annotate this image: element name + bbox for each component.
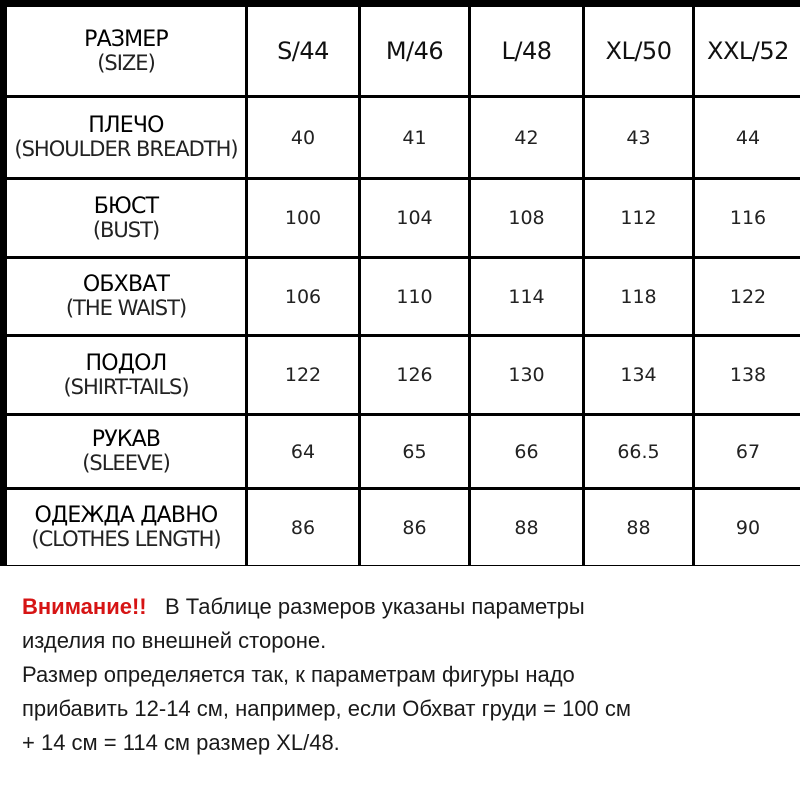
row-label-en: (SLEEVE) bbox=[82, 451, 170, 476]
measurement-cell: 100 bbox=[248, 180, 358, 256]
size-header-cell bbox=[7, 7, 245, 95]
size-column-header: XXL/52 bbox=[695, 7, 800, 95]
measurement-cell: 42 bbox=[471, 98, 582, 177]
row-label-shirt-tails bbox=[7, 337, 245, 413]
warning-label: Внимание!! bbox=[22, 594, 147, 619]
size-column-header: XL/50 bbox=[585, 7, 692, 95]
measurement-cell: 86 bbox=[361, 490, 468, 565]
row-label-en: (SHOULDER BREADTH) bbox=[14, 137, 238, 162]
size-label-ru: РАЗМЕР bbox=[84, 26, 168, 52]
size-column-header: S/44 bbox=[248, 7, 358, 95]
measurement-cell: 88 bbox=[585, 490, 692, 565]
size-label-en: (SIZE) bbox=[97, 50, 155, 75]
size-column-header: L/48 bbox=[471, 7, 582, 95]
size-grid bbox=[7, 7, 793, 560]
row-label-ru: ПОДОЛ bbox=[85, 350, 167, 376]
measurement-cell: 67 bbox=[695, 416, 800, 487]
row-label-ru: ОБХВАТ bbox=[82, 272, 170, 298]
row-label-en: (CLOTHES LENGTH) bbox=[31, 527, 221, 552]
measurement-cell: 44 bbox=[695, 98, 800, 177]
measurement-cell: 64 bbox=[248, 416, 358, 487]
measurement-cell: 86 bbox=[248, 490, 358, 565]
measurement-cell: 66.5 bbox=[585, 416, 692, 487]
measurement-cell: 134 bbox=[585, 337, 692, 413]
measurement-cell: 110 bbox=[361, 259, 468, 334]
measurement-cell: 90 bbox=[695, 490, 800, 565]
measurement-cell: 130 bbox=[471, 337, 582, 413]
size-column-header: M/46 bbox=[361, 7, 468, 95]
measurement-cell: 118 bbox=[585, 259, 692, 334]
measurement-cell: 43 bbox=[585, 98, 692, 177]
measurement-cell: 40 bbox=[248, 98, 358, 177]
row-label-clothes-length bbox=[7, 490, 245, 565]
row-label-ru: ПЛЕЧО bbox=[88, 113, 164, 139]
row-label-en: (BUST) bbox=[92, 217, 160, 242]
measurement-cell: 41 bbox=[361, 98, 468, 177]
measurement-cell: 106 bbox=[248, 259, 358, 334]
row-label-bust bbox=[7, 180, 245, 256]
note-line-3: Размер определяется так, к параметрам фигуры надо bbox=[22, 662, 575, 687]
measurement-cell: 104 bbox=[361, 180, 468, 256]
size-note bbox=[22, 590, 792, 760]
measurement-cell: 108 bbox=[471, 180, 582, 256]
row-label-shoulder bbox=[7, 98, 245, 177]
row-label-en: (SHIRT-TAILS) bbox=[63, 374, 189, 399]
row-label-waist bbox=[7, 259, 245, 334]
measurement-cell: 126 bbox=[361, 337, 468, 413]
note-line-4: прибавить 12-14 см, например, если Обхват груди = 100 см bbox=[22, 696, 632, 721]
measurement-cell: 65 bbox=[361, 416, 468, 487]
measurement-cell: 122 bbox=[248, 337, 358, 413]
row-label-ru: ОДЕЖДА ДАВНО bbox=[34, 503, 218, 529]
measurement-cell: 112 bbox=[585, 180, 692, 256]
measurement-cell: 114 bbox=[471, 259, 582, 334]
row-label-ru: РУКАВ bbox=[91, 427, 161, 453]
measurement-cell: 88 bbox=[471, 490, 582, 565]
row-label-sleeve bbox=[7, 416, 245, 487]
measurement-cell: 122 bbox=[695, 259, 800, 334]
note-line-5: + 14 см = 114 см размер XL/48. bbox=[22, 730, 340, 755]
note-line-1 bbox=[22, 590, 792, 624]
row-label-en: (THE WAIST) bbox=[65, 296, 187, 321]
measurement-cell: 116 bbox=[695, 180, 800, 256]
note-line-2: изделия по внешней стороне. bbox=[22, 628, 327, 653]
note-text: В Таблице размеров указаны параметры bbox=[164, 594, 585, 619]
measurement-cell: 66 bbox=[471, 416, 582, 487]
measurement-cell: 138 bbox=[695, 337, 800, 413]
row-label-ru: БЮСТ bbox=[93, 193, 159, 219]
